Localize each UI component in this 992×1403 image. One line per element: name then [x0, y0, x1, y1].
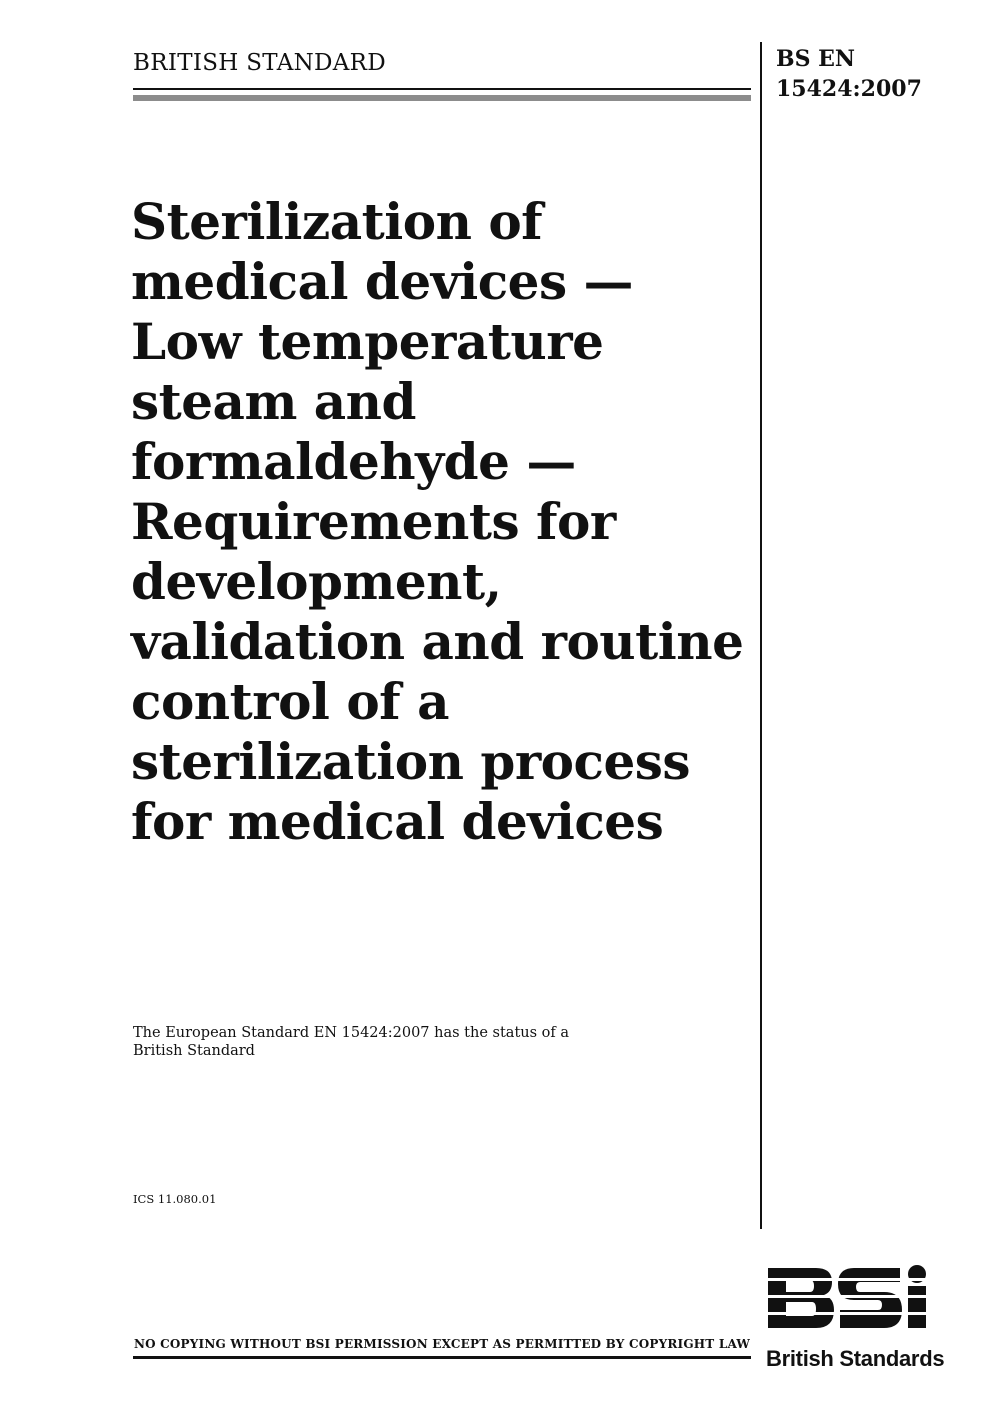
document-title: Sterilization of medical devices — Low temperature steam and formaldehyde — Requirements for development, validation and routine control of a sterilization process for medical devices [131, 192, 744, 851]
standard-number-line2: 15424:2007 [776, 76, 922, 102]
bsi-logo-mark [766, 1262, 944, 1344]
bsi-logo [766, 1262, 946, 1372]
standard-number-line1: BS EN [776, 46, 856, 72]
status-line-2: British Standard [133, 1043, 255, 1059]
standard-number [776, 44, 922, 104]
header-rule-thin [133, 88, 751, 90]
header-rule-thick [133, 95, 751, 101]
status-line-1: The European Standard EN 15424:2007 has the status of a [133, 1025, 570, 1041]
status-statement [133, 1024, 603, 1060]
ics-code: ICS 11.080.01 [133, 1192, 217, 1206]
footer-rule [133, 1356, 751, 1359]
logo-caption: British Standards [766, 1346, 945, 1371]
copyright-notice: NO COPYING WITHOUT BSI PERMISSION EXCEPT AS PERMITTED BY COPYRIGHT LAW [133, 1337, 751, 1351]
vertical-divider [760, 42, 762, 1229]
header-label: BRITISH STANDARD [133, 50, 387, 76]
